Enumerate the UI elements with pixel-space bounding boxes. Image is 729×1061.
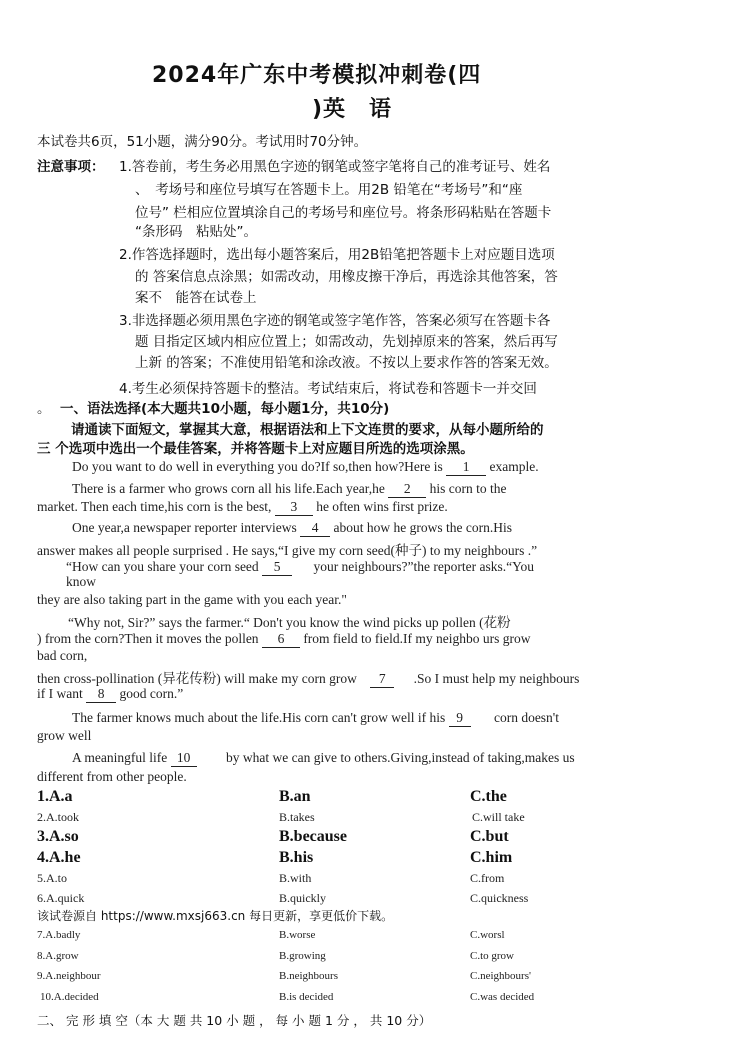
option-4a: 4.A.he: [37, 849, 81, 866]
option-2c: C.will take: [472, 810, 525, 824]
passage-line: market. Then each time,his corn is the best, 3 he often wins first prize.: [37, 499, 448, 514]
option-6c: C.quickness: [470, 891, 529, 905]
blank-9: 9: [449, 710, 471, 727]
passage-line: they are also taking part in the game with you each year.": [37, 592, 347, 607]
blank-8: 8: [86, 686, 116, 703]
blank-7: 7: [370, 671, 394, 688]
blank-10: 10: [171, 750, 197, 767]
option-5c: C.from: [470, 871, 505, 885]
option-9b: B.neighbours: [279, 970, 338, 982]
option-5a: 5.A.to: [37, 871, 67, 885]
passage-line: The farmer knows much about the life.His corn can't grow well if his 9 corn doesn't: [72, 710, 559, 725]
option-7a: 7.A.badly: [37, 929, 81, 941]
option-1a: 1.A.a: [37, 788, 73, 805]
option-5b: B.with: [279, 871, 312, 885]
blank-4: 4: [300, 520, 330, 537]
option-9a: 9.A.neighbour: [37, 970, 101, 982]
blank-3: 3: [275, 499, 313, 516]
note-3-line3: 上新 的答案；不准使用铅笔和涂改液。不按以上要求作答的答案无效。: [135, 355, 558, 371]
passage-line: know: [66, 574, 96, 589]
option-2b: B.takes: [279, 810, 315, 824]
note-1-line1: 1.答卷前，考生务必用黑色字迹的钢笔或签字笔将自己的准考证号、姓名: [119, 159, 551, 175]
note-3-line2: 题 目指定区域内相应位置上；如需改动，先划掉原来的答案，然后再写: [135, 334, 558, 350]
passage-line: then cross-pollination (异花传粉) will make my corn grow 7 .So I must help my neighbours: [37, 671, 580, 686]
blank-5: 5: [262, 559, 292, 576]
option-6b: B.quickly: [279, 891, 326, 905]
option-6a: 6.A.quick: [37, 891, 85, 905]
option-8c: C.to grow: [470, 950, 514, 962]
option-9c: C.neighbours': [470, 970, 531, 982]
passage-line: grow well: [37, 728, 92, 743]
passage-line: different from other people.: [37, 769, 187, 784]
section1-instruction-line2: 三 个选项中选出一个最佳答案，并将答题卡上对应题目所选的选项涂黑。: [37, 441, 474, 457]
blank-6: 6: [262, 631, 300, 648]
passage-line: bad corn,: [37, 648, 88, 663]
option-4b: B.his: [279, 849, 314, 866]
option-10b: B.is decided: [279, 991, 334, 1003]
option-7b: B.worse: [279, 929, 316, 941]
passage-line: “Why not, Sir?” says the farmer.“ Don't you know the wind picks up pollen (花粉: [68, 615, 511, 630]
note-2-line1: 2.作答选择题时，选出每小题答案后，用2B铅笔把答题卡上对应题目选项: [119, 247, 555, 263]
blank-1: 1: [446, 459, 486, 476]
section1-dot: 。: [37, 401, 51, 417]
passage-line: There is a farmer who grows corn all his life.Each year,he 2 his corn to the: [72, 481, 507, 496]
option-3b: B.because: [279, 828, 347, 845]
blank-2: 2: [388, 481, 426, 498]
option-8b: B.growing: [279, 950, 326, 962]
note-2-line3: 案不 能答在试卷上: [135, 290, 257, 306]
note-3-line1: 3.非选择题必须用黑色字迹的钢笔或签字笔作答，答案必须写在答题卡各: [119, 313, 551, 329]
passage-line: One year,a newspaper reporter interviews 4 about how he grows the corn.His: [72, 520, 512, 535]
exam-intro: 本试卷共6页，51小题，满分90分。考试用时70分钟。: [37, 134, 368, 150]
note-1-line4: “条形码 粘贴处”。: [135, 224, 257, 240]
passage-line: answer makes all people surprised . He says,“I give my corn seed(种子) to my neighbours .”: [37, 543, 538, 558]
note-4: 4.考生必须保持答题卡的整洁。考试结束后，将试卷和答题卡一并交回: [119, 381, 537, 397]
passage-line: ) from the corn?Then it moves the pollen 6 from field to field.If my neighbo urs grow: [37, 631, 531, 646]
page-title-line1: 2024年广东中考模拟冲刺卷(四: [152, 63, 482, 88]
note-2-line2: 的 答案信息点涂黑；如需改动，用橡皮擦干净后，再选涂其他答案，答: [135, 269, 558, 285]
notes-label: 注意事项：: [37, 159, 105, 175]
passage-line: A meaningful life 10 by what we can give to others.Giving,instead of taking,makes us: [72, 750, 575, 765]
passage-line: Do you want to do well in everything you do?If so,then how?Here is 1 example.: [72, 459, 539, 474]
note-1-line2: 、 考场号和座位号填写在答题卡上。用2B 铅笔在“考场号”和“座: [135, 182, 523, 198]
section2-heading: 二、 完 形 填 空（本 大 题 共 10 小 题 ， 每 小 题 1 分 ， 共 10 分）: [37, 1013, 432, 1028]
option-1b: B.an: [279, 788, 311, 805]
option-10a: 10.A.decided: [40, 991, 99, 1003]
section1-instruction-line1: 请通读下面短文，掌握其大意，根据语法和上下文连贯的要求，从每小题所给的: [71, 422, 544, 438]
option-8a: 8.A.grow: [37, 950, 79, 962]
page-title-line2: )英 语: [312, 97, 393, 122]
option-10c: C.was decided: [470, 991, 535, 1003]
option-4c: C.him: [470, 849, 513, 866]
option-2a: 2.A.took: [37, 810, 79, 824]
option-3a: 3.A.so: [37, 828, 79, 845]
section1-heading: 一、语法选择(本大题共10小题，每小题1分，共10分): [60, 401, 390, 417]
option-7c: C.worsl: [470, 929, 505, 941]
passage-line: “How can you share your corn seed 5 your neighbours?”the reporter asks.“You: [66, 559, 535, 574]
note-1-line3: 位号” 栏相应位置填涂自己的考场号和座位号。将条形码粘贴在答题卡: [135, 205, 552, 221]
source-note: 该试卷源自 https://www.mxsj663.cn 每日更新，享更低价下载。: [37, 909, 394, 923]
passage-line: if I want 8 good corn.”: [37, 686, 184, 701]
option-1c: C.the: [470, 788, 507, 805]
option-3c: C.but: [470, 828, 509, 845]
